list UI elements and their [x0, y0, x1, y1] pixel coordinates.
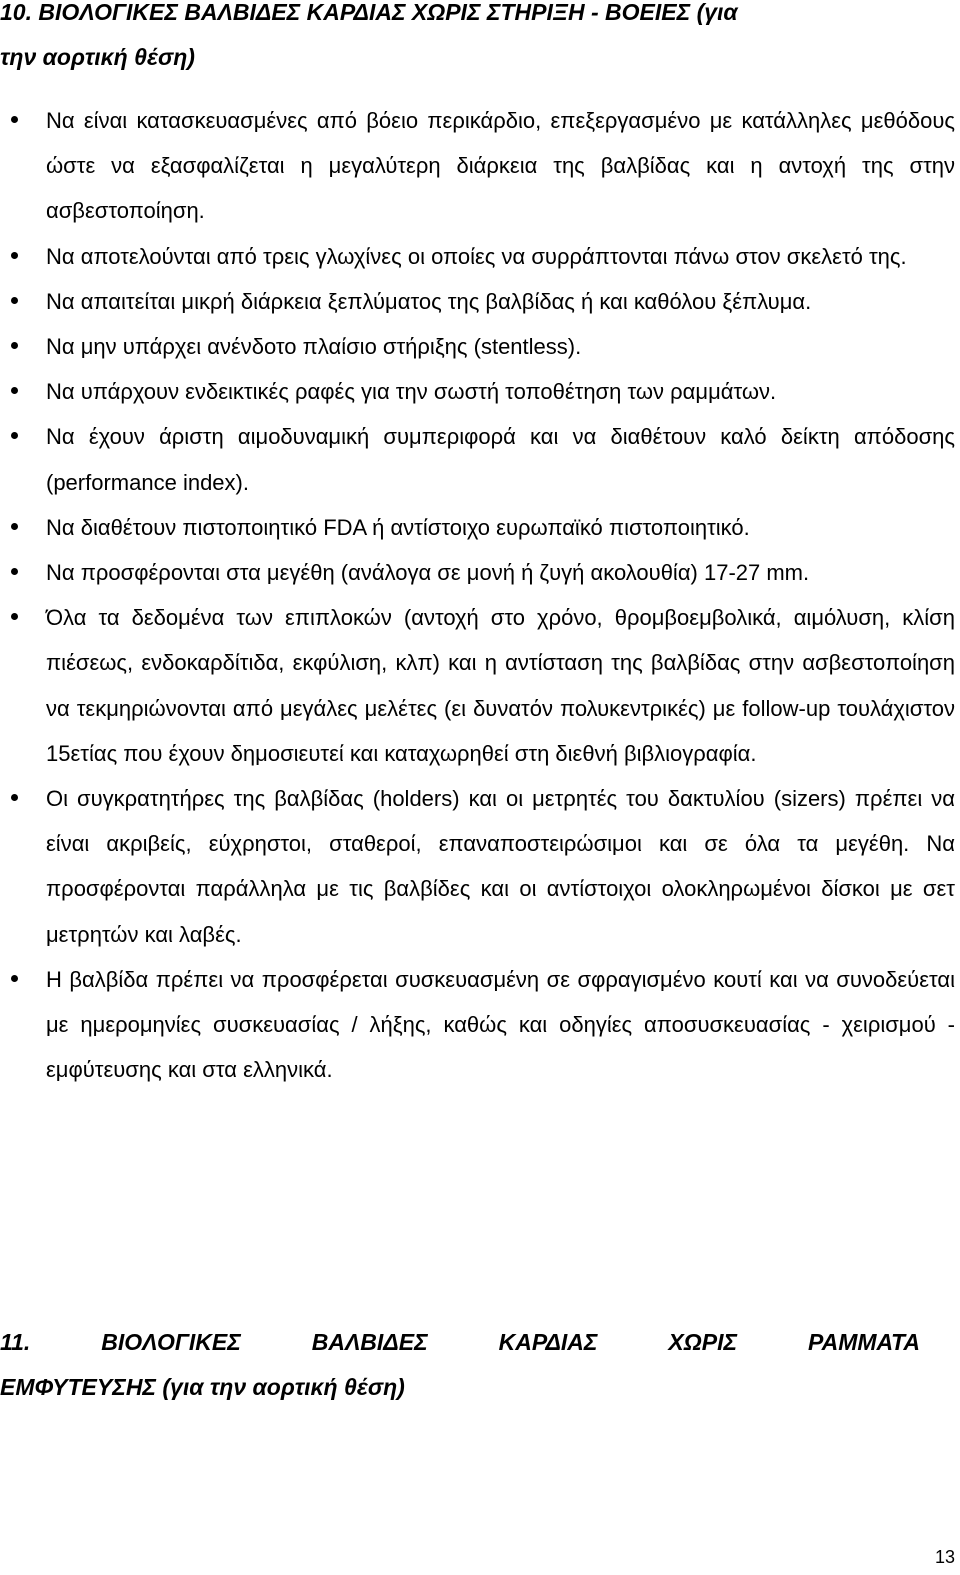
- list-item: [0, 776, 955, 957]
- list-item: [0, 98, 955, 234]
- list-item: [0, 369, 955, 414]
- list-item-text: Να απαιτείται μικρή διάρκεια ξεπλύματος της βαλβίδας ή και καθόλου ξέπλυμα.: [46, 288, 812, 314]
- list-item: [0, 550, 955, 595]
- bullet-icon: [11, 342, 18, 349]
- bullet-icon: [11, 387, 18, 394]
- list-item: [0, 414, 955, 504]
- list-item-text: Να αποτελούνται από τρεις γλωχίνες οι οποίες να συρράπτονται πάνω στον σκελετό της.: [46, 243, 907, 269]
- list-item-text: Να έχουν άριστη αιμοδυναμική συμπεριφορά και να διαθέτουν καλό δείκτη απόδοσης (performance index).: [46, 424, 955, 495]
- bullet-icon: [11, 432, 18, 439]
- list-item: [0, 234, 955, 279]
- bullet-icon: [11, 297, 18, 304]
- bullet-icon: [11, 975, 18, 982]
- list-item: [0, 324, 955, 369]
- list-item-text: Να είναι κατασκευασμένες από βόειο περικάρδιο, επεξεργασμένο με κατάλληλες μεθόδους ώστε να εξασφαλίζεται η μεγαλύτερη διάρκεια της βαλβίδας και η αντοχή της στην ασβεστοποίηση.: [46, 108, 955, 224]
- section-11-heading: [0, 1320, 920, 1410]
- list-item-text: Οι συγκρατητήρες της βαλβίδας (holders) και οι μετρητές του δακτυλίου (sizers) πρέπει να είναι ακριβείς, εύχρηστοι, σταθεροί, επαναποστειρώσιμοι και σε όλα τα μεγέθη. Να προσφέρονται παράλληλα με τις βαλβίδες και οι αντίστοιχοι ολοκληρωμένοι δίσκοι με σετ μετρητών και λαβές.: [46, 786, 955, 947]
- bullet-icon: [11, 568, 18, 575]
- section-10-heading: [0, 0, 920, 80]
- list-item-text: Να προσφέρονται στα μεγέθη (ανάλογα σε μονή ή ζυγή ακολουθία) 17-27 mm.: [46, 560, 810, 586]
- page-number: 13: [934, 1547, 955, 1567]
- list-item-text: Να υπάρχουν ενδεικτικές ραφές για την σωστή τοποθέτηση των ραμμάτων.: [46, 379, 777, 405]
- bullet-icon: [11, 116, 18, 123]
- list-item-text: Όλα τα δεδομένα των επιπλοκών (αντοχή στο χρόνο, θρομβοεμβολικά, αιμόλυση, κλίση πιέσεως, ενδοκαρδίτιδα, εκφύλιση, κλπ) και η αντίσταση της βαλβίδας στην ασβεστοποίηση να τεκμηριώνονται από μεγάλες μελέτες (ει δυνατόν πολυκεντρικές) με follow-up τουλάχιστον 15ετίας που έχουν δημοσιευτεί και καταχωρηθεί στη διεθνή βιβλιογραφία.: [46, 605, 955, 766]
- list-item: [0, 279, 955, 324]
- list-item-text: Η βαλβίδα πρέπει να προσφέρεται συσκευασμένη σε σφραγισμένο κουτί και να συνοδεύεται με ημερομηνίες συσκευασίας / λήξης, καθώς και οδηγίες αποσυσκευασίας - χειρισμού - εμφύτευσης και στα ελληνικά.: [46, 966, 955, 1083]
- section-11-heading-line2: ΕΜΦΥΤΕΥΣΗΣ (για την αορτική θέση): [0, 1374, 405, 1400]
- section-10-requirements-list: [0, 98, 955, 1092]
- list-item: [0, 957, 955, 1093]
- section-10-heading-line1: 10. ΒΙΟΛΟΓΙΚΕΣ ΒΑΛΒΙΔΕΣ ΚΑΡΔΙΑΣ ΧΩΡΙΣ ΣΤΗΡΙΞΗ - ΒΟΕΙΕΣ (για: [0, 0, 738, 25]
- list-item-text: Να διαθέτουν πιστοποιητικό FDA ή αντίστοιχο ευρωπαϊκό πιστοποιητικό.: [46, 514, 750, 540]
- list-item-text: Να μην υπάρχει ανένδοτο πλαίσιο στήριξης (stentless).: [46, 334, 582, 360]
- bullet-icon: [11, 252, 18, 259]
- section-11-heading-line1: 11. ΒΙΟΛΟΓΙΚΕΣ ΒΑΛΒΙΔΕΣ ΚΑΡΔΙΑΣ ΧΩΡΙΣ ΡΑΜΜΑΤΑ: [0, 1329, 920, 1355]
- list-item: [0, 505, 955, 550]
- bullet-icon: [11, 523, 18, 530]
- section-10-heading-line2: την αορτική θέση): [0, 44, 195, 70]
- bullet-icon: [11, 613, 18, 620]
- list-item: [0, 595, 955, 776]
- bullet-icon: [11, 794, 18, 801]
